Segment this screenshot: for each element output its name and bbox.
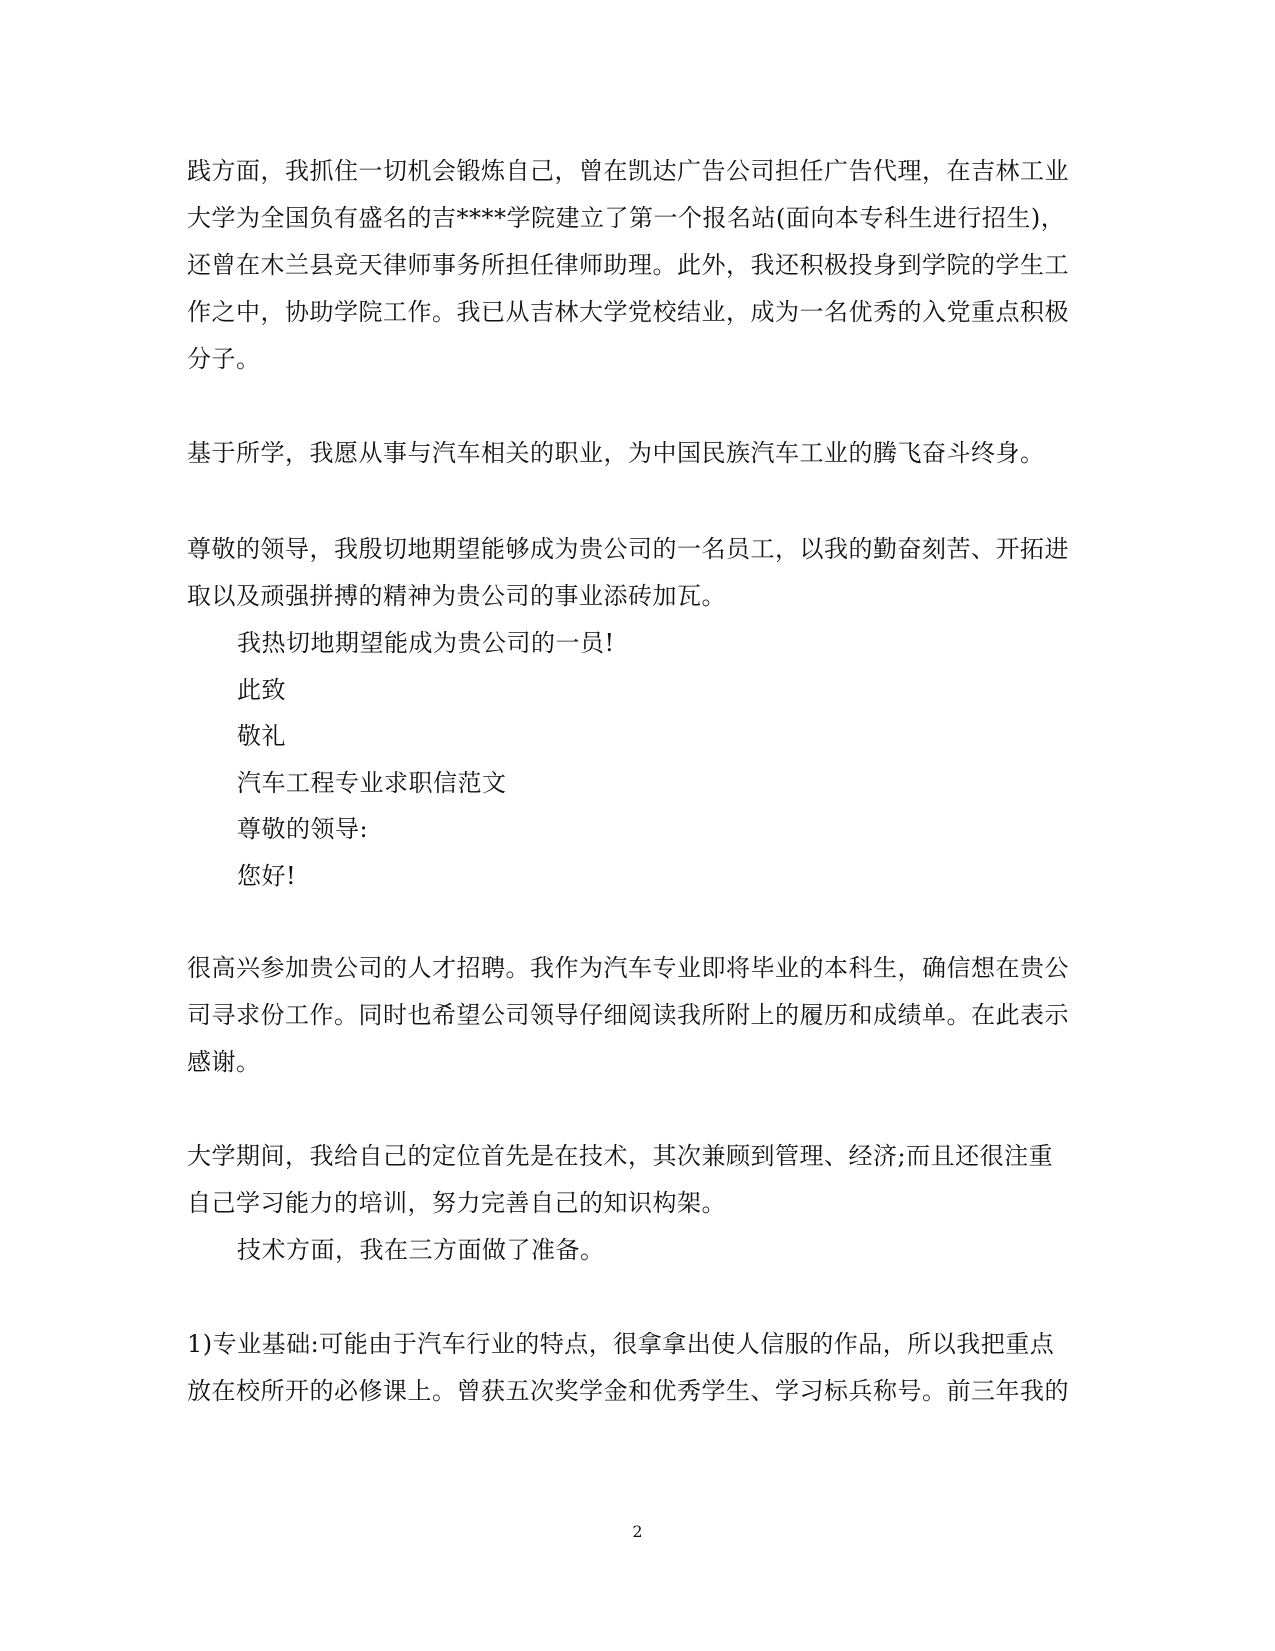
paragraph-4-line-3: 感谢。 [187,1048,261,1076]
paragraph-6-line-1: 1)专业基础:可能由于汽车行业的特点，很拿拿出使人信服的作品，所以我把重点 [187,1330,1055,1358]
paragraph-5-line-3: 技术方面，我在三方面做了准备。 [237,1236,605,1264]
paragraph-6-line-2: 放在校所开的必修课上。曾获五次奖学金和优秀学生、学习标兵称号。前三年我的 [187,1377,1069,1405]
page-number: 2 [632,1522,643,1541]
paragraph-1-line-3: 还曾在木兰县竞天律师事务所担任律师助理。此外，我还积极投身到学院的学生工 [187,251,1069,279]
paragraph-4-line-2: 司寻求份工作。同时也希望公司领导仔细阅读我所附上的履历和成绩单。在此表示 [187,1001,1069,1029]
paragraph-1-line-4: 作之中，协助学院工作。我已从吉林大学党校结业，成为一名优秀的入党重点积极 [187,298,1069,326]
document-subtitle: 汽车工程专业求职信范文 [237,769,507,797]
paragraph-1-line-5: 分子。 [187,345,261,373]
paragraph-3-line-2: 取以及顽强拼搏的精神为贵公司的事业添砖加瓦。 [187,582,726,610]
closing-line-1: 我热切地期望能成为贵公司的一员! [237,629,615,657]
paragraph-1-line-1: 践方面，我抓住一切机会锻炼自己，曾在凯达广告公司担任广告代理，在吉林工业 [187,157,1069,185]
paragraph-1-line-2: 大学为全国负有盛名的吉****学院建立了第一个报名站(面向本专科生进行招生)， [187,204,1066,232]
greeting: 您好! [237,862,297,890]
closing-line-2: 此致 [237,676,286,704]
paragraph-4-line-1: 很高兴参加贵公司的人才招聘。我作为汽车专业即将毕业的本科生，确信想在贵公 [187,954,1069,982]
paragraph-2-line-1: 基于所学，我愿从事与汽车相关的职业，为中国民族汽车工业的腾飞奋斗终身。 [187,439,1045,467]
paragraph-5-line-1: 大学期间，我给自己的定位首先是在技术，其次兼顾到管理、经济;而且还很注重 [187,1142,1054,1170]
paragraph-5-line-2: 自己学习能力的培训，努力完善自己的知识构架。 [187,1189,726,1217]
closing-line-3: 敬礼 [237,722,286,750]
salutation: 尊敬的领导: [237,815,369,843]
paragraph-3-line-1: 尊敬的领导，我殷切地期望能够成为贵公司的一名员工，以我的勤奋刻苦、开拓进 [187,535,1069,563]
